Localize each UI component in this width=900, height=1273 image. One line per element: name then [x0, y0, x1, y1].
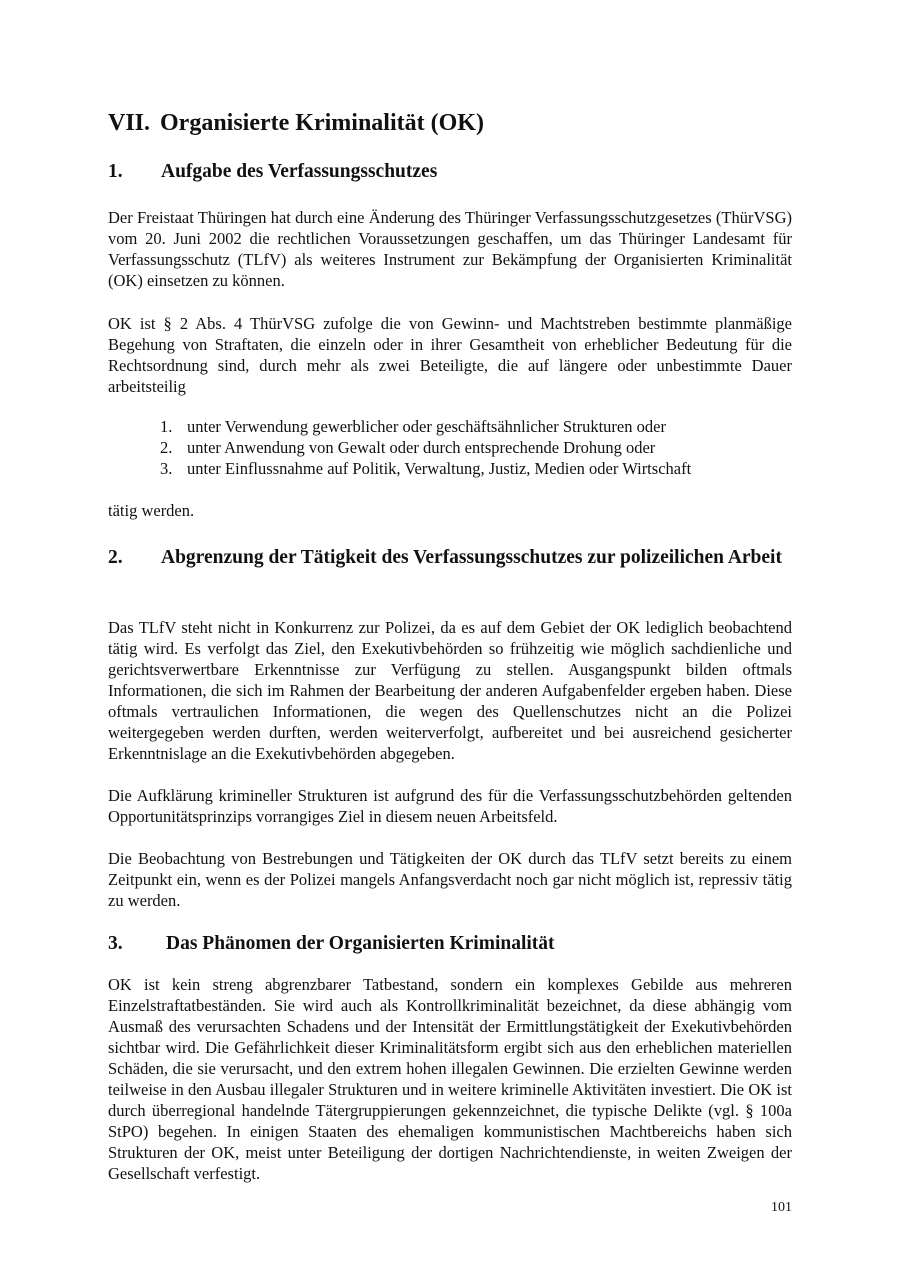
section-title: Abgrenzung der Tätigkeit des Verfassungsschutzes zur polizeilichen Arbeit: [161, 547, 782, 568]
section-title: Das Phänomen der Organisierten Kriminalität: [166, 933, 555, 954]
page-number: 101: [771, 1200, 792, 1215]
list-item-text: unter Einflussnahme auf Politik, Verwaltung, Justiz, Medien oder Wirtschaft: [187, 459, 692, 478]
chapter-number: VII.: [108, 110, 151, 136]
paragraph: Das TLfV steht nicht in Konkurrenz zur Polizei, da es auf dem Gebiet der OK lediglich beobachtend tätig wird. Es verfolgt das Ziel, den Exekutivbehörden so frühzeitig wie möglich sachdienliche und gerichtsverwertbare Erkenntnisse zur Verfügung zu stellen. Ausgangspunkt bilden oftmals Informationen, die sich im Rahmen der Bearbeitung der anderen Aufgabenfelder ergeben haben. Diese oftmals vertraulichen Informationen, die wegen des Quellenschutzes nicht an die Polizei weitergegeben werden durften, werden weiterverfolgt, aufbereitet und bei ausreichend gesicherter Erkenntnislage an die Exekutivbehörden abgegeben.: [108, 618, 792, 763]
paragraph: OK ist kein streng abgrenzbarer Tatbestand, sondern ein komplexes Gebilde aus mehreren Einzelstraftatbeständen. Sie wird auch als Kontrollkriminalität bezeichnet, da diese abhängig vom Ausmaß des verursachten Schadens und der Intensität der Ermittlungstätigkeit der Exekutivbehörden sichtbar wird. Die Gefährlichkeit dieser Kriminalitätsform ergibt sich aus den erheblichen materiellen Schäden, die sie verursacht, und den extrem hohen illegalen Gewinnen. Die erzielten Gewinne werden teilweise in den Ausbau illegaler Strukturen und in weitere kriminelle Aktivitäten investiert. Die OK ist durch überregional handelnde Tätergruppierungen gekennzeichnet, die typische Delikte (vgl. § 100a StPO) begehen. In einigen Staaten des ehemaligen kommunistischen Machtbereichs haben sich Strukturen der OK, meist unter Beteiligung der dortigen Nachrichtendienste, in weiten Zweigen der Gesellschaft verfestigt.: [108, 975, 792, 1183]
list-item: [160, 437, 691, 458]
paragraph: OK ist § 2 Abs. 4 ThürVSG zufolge die von Gewinn- und Machtstreben bestimmte planmäßige Begehung von Straftaten, die einzeln oder in ihrer Gesamtheit von erheblicher Bedeutung für die Rechtsordnung sind, durch mehr als zwei Beteiligte, die auf längere oder unbestimmte Dauer arbeitsteilig: [108, 314, 792, 396]
list-item-number: 2.: [160, 438, 173, 457]
numbered-list: [160, 416, 691, 479]
section-3-heading: [108, 932, 792, 955]
section-title: Aufgabe des Verfassungsschutzes: [161, 161, 438, 182]
section-number: 2.: [108, 547, 123, 568]
list-item-text: unter Verwendung gewerblicher oder geschäftsähnlicher Strukturen oder: [187, 417, 666, 436]
list-item: [160, 416, 691, 437]
section-number: 1.: [108, 161, 123, 182]
chapter-title: Organisierte Kriminalität (OK): [160, 110, 484, 136]
paragraph: Der Freistaat Thüringen hat durch eine Änderung des Thüringer Verfassungsschutzgesetzes (ThürVSG) vom 20. Juni 2002 die rechtlichen Voraussetzungen geschaffen, um das Thüringer Landesamt für Verfassungsschutz (TLfV) als weiteres Instrument zur Bekämpfung der Organisierten Kriminalität (OK) einsetzen zu können.: [108, 208, 792, 290]
paragraph: Die Aufklärung krimineller Strukturen ist aufgrund des für die Verfassungsschutzbehörden geltenden Opportunitätsprinzips vorrangiges Ziel in diesem neuen Arbeitsfeld.: [108, 786, 792, 826]
section-number: 3.: [108, 933, 123, 954]
section-2-heading: [108, 546, 792, 569]
paragraph: tätig werden.: [108, 501, 195, 520]
paragraph: Die Beobachtung von Bestrebungen und Tätigkeiten der OK durch das TLfV setzt bereits zu einem Zeitpunkt ein, wenn es der Polizei mangels Anfangsverdacht noch gar nicht möglich ist, repressiv tätig zu werden.: [108, 849, 792, 910]
chapter-heading: [108, 107, 484, 139]
list-item-number: 3.: [160, 459, 173, 478]
list-item: [160, 458, 691, 479]
section-1-heading: [108, 160, 792, 183]
list-item-text: unter Anwendung von Gewalt oder durch entsprechende Drohung oder: [187, 438, 656, 457]
list-item-number: 1.: [160, 417, 173, 436]
